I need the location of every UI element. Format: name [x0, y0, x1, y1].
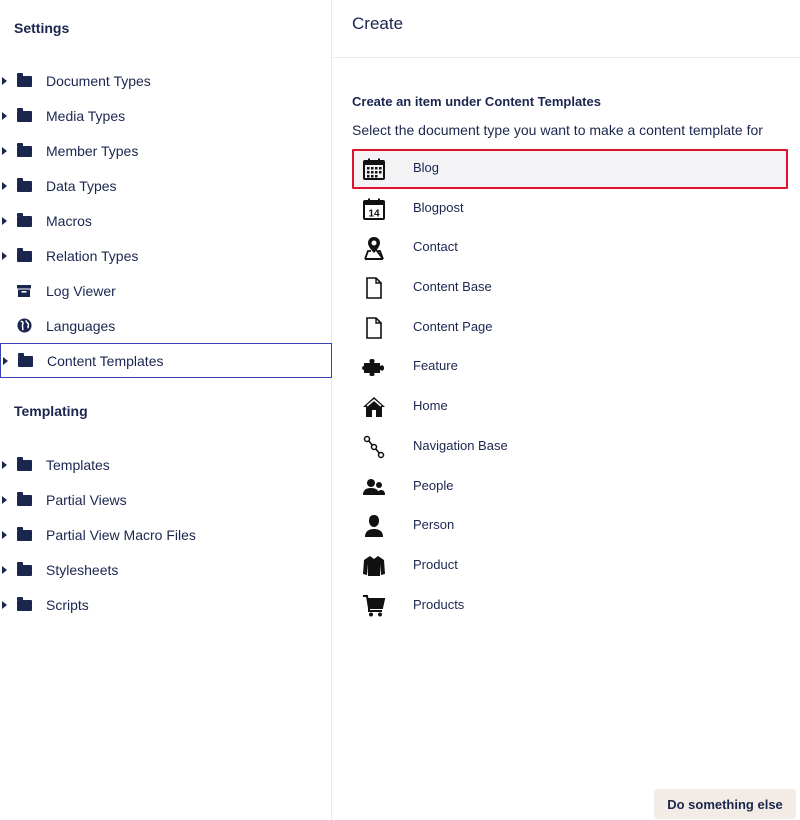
- puzzle-icon: [362, 355, 386, 379]
- sidebar-item-label: Stylesheets: [46, 561, 119, 578]
- document-type-blog[interactable]: [352, 149, 788, 189]
- sidebar-item-macros[interactable]: [0, 203, 332, 238]
- sidebar-item-label: Document Types: [46, 72, 151, 89]
- document-type-contact[interactable]: [352, 228, 788, 268]
- expand-caret-icon[interactable]: [2, 217, 7, 225]
- sidebar-item-document-types[interactable]: [0, 63, 332, 98]
- sidebar-item-stylesheets[interactable]: [0, 552, 332, 587]
- document-type-label: Product: [413, 556, 458, 572]
- sidebar-item-partial-views[interactable]: [0, 482, 332, 517]
- navigation-nodes-icon: [362, 435, 386, 459]
- calendar-icon: [362, 157, 386, 181]
- document-type-label: Products: [413, 596, 465, 612]
- create-heading: Create an item under Content Templates: [352, 94, 601, 109]
- sidebar-item-label: Scripts: [46, 596, 89, 613]
- sidebar-item-templates[interactable]: [0, 447, 332, 482]
- document-type-people[interactable]: [352, 467, 788, 507]
- expand-caret-icon[interactable]: [2, 147, 7, 155]
- document-type-content-base[interactable]: [352, 268, 788, 308]
- document-icon: [362, 316, 386, 340]
- home-icon: [362, 395, 386, 419]
- document-type-label: Content Base: [413, 279, 492, 295]
- folder-icon: [16, 492, 32, 508]
- expand-caret-icon[interactable]: [2, 182, 7, 190]
- document-type-label: Navigation Base: [413, 437, 508, 453]
- expand-caret-icon[interactable]: [2, 566, 7, 574]
- document-type-blogpost[interactable]: [352, 189, 788, 229]
- sidebar-item-label: Log Viewer: [46, 282, 116, 299]
- expand-caret-icon[interactable]: [2, 531, 7, 539]
- calendar-14-icon: [362, 197, 386, 221]
- sidebar-item-label: Partial View Macro Files: [46, 526, 196, 543]
- svg-text:14: 14: [368, 208, 380, 220]
- create-subtitle: Select the document type you want to make a content template for: [352, 122, 763, 138]
- expand-caret-icon[interactable]: [2, 496, 7, 504]
- folder-icon: [16, 213, 32, 229]
- document-type-label: Contact: [413, 239, 458, 255]
- expand-caret-icon[interactable]: [2, 77, 7, 85]
- document-type-label: People: [413, 477, 454, 493]
- document-type-navigation-base[interactable]: [352, 427, 788, 467]
- document-type-label: Person: [413, 517, 455, 533]
- folder-icon: [16, 457, 32, 473]
- expand-caret-icon[interactable]: [3, 357, 8, 365]
- templating-tree: [0, 447, 332, 622]
- sidebar-item-label: Data Types: [46, 177, 117, 194]
- users-icon: [362, 475, 386, 499]
- document-type-feature[interactable]: [352, 347, 788, 387]
- sidebar-item-log-viewer[interactable]: [0, 273, 332, 308]
- sidebar-item-languages[interactable]: [0, 308, 332, 343]
- folder-icon: [16, 248, 32, 264]
- document-type-label: Home: [413, 398, 448, 414]
- document-type-content-page[interactable]: [352, 308, 788, 348]
- folder-icon: [16, 143, 32, 159]
- page-title: Create: [352, 14, 404, 33]
- folder-icon: [16, 527, 32, 543]
- sidebar-item-label: Partial Views: [46, 491, 127, 508]
- document-type-person[interactable]: [352, 506, 788, 546]
- document-type-label: Feature: [413, 358, 458, 374]
- document-type-label: Blogpost: [413, 199, 464, 215]
- document-type-products[interactable]: [352, 586, 788, 626]
- folder-icon: [17, 353, 33, 369]
- document-type-product[interactable]: [352, 546, 788, 586]
- settings-sidebar: [0, 0, 332, 820]
- folder-icon: [16, 562, 32, 578]
- document-type-list: [352, 149, 788, 625]
- sidebar-item-partial-view-macro-files[interactable]: [0, 517, 332, 552]
- box-icon: [16, 283, 32, 299]
- sidebar-item-content-templates[interactable]: [0, 343, 332, 378]
- document-type-home[interactable]: [352, 387, 788, 427]
- expand-caret-icon[interactable]: [2, 461, 7, 469]
- sidebar-item-label: Content Templates: [47, 352, 164, 369]
- shopping-cart-icon: [362, 594, 386, 618]
- panel-header: [333, 0, 800, 58]
- sidebar-item-label: Relation Types: [46, 247, 139, 264]
- document-type-label: Blog: [413, 160, 440, 175]
- document-type-label: Content Page: [413, 318, 493, 334]
- sidebar-item-data-types[interactable]: [0, 168, 332, 203]
- expand-caret-icon[interactable]: [2, 112, 7, 120]
- shirt-icon: [362, 554, 386, 578]
- user-icon: [362, 514, 386, 538]
- settings-tree: [0, 63, 332, 378]
- sidebar-item-label: Macros: [46, 212, 92, 229]
- settings-section-title: Settings: [14, 20, 70, 36]
- folder-icon: [16, 108, 32, 124]
- folder-icon: [16, 73, 32, 89]
- expand-caret-icon[interactable]: [2, 252, 7, 260]
- sidebar-item-label: Templates: [46, 456, 110, 473]
- folder-icon: [16, 597, 32, 613]
- sidebar-item-relation-types[interactable]: [0, 238, 332, 273]
- document-icon: [362, 276, 386, 300]
- do-something-else-button[interactable]: Do something else: [654, 789, 796, 819]
- expand-caret-icon[interactable]: [2, 601, 7, 609]
- globe-icon: [16, 318, 32, 334]
- sidebar-item-label: Member Types: [46, 142, 139, 159]
- sidebar-item-label: Languages: [46, 317, 116, 334]
- sidebar-item-member-types[interactable]: [0, 133, 332, 168]
- map-marker-icon: [362, 236, 386, 260]
- templating-section-title: Templating: [14, 403, 88, 419]
- sidebar-item-scripts[interactable]: [0, 587, 332, 622]
- sidebar-item-label: Media Types: [46, 107, 126, 124]
- folder-icon: [16, 178, 32, 194]
- create-panel: [333, 0, 800, 820]
- sidebar-item-media-types[interactable]: [0, 98, 332, 133]
